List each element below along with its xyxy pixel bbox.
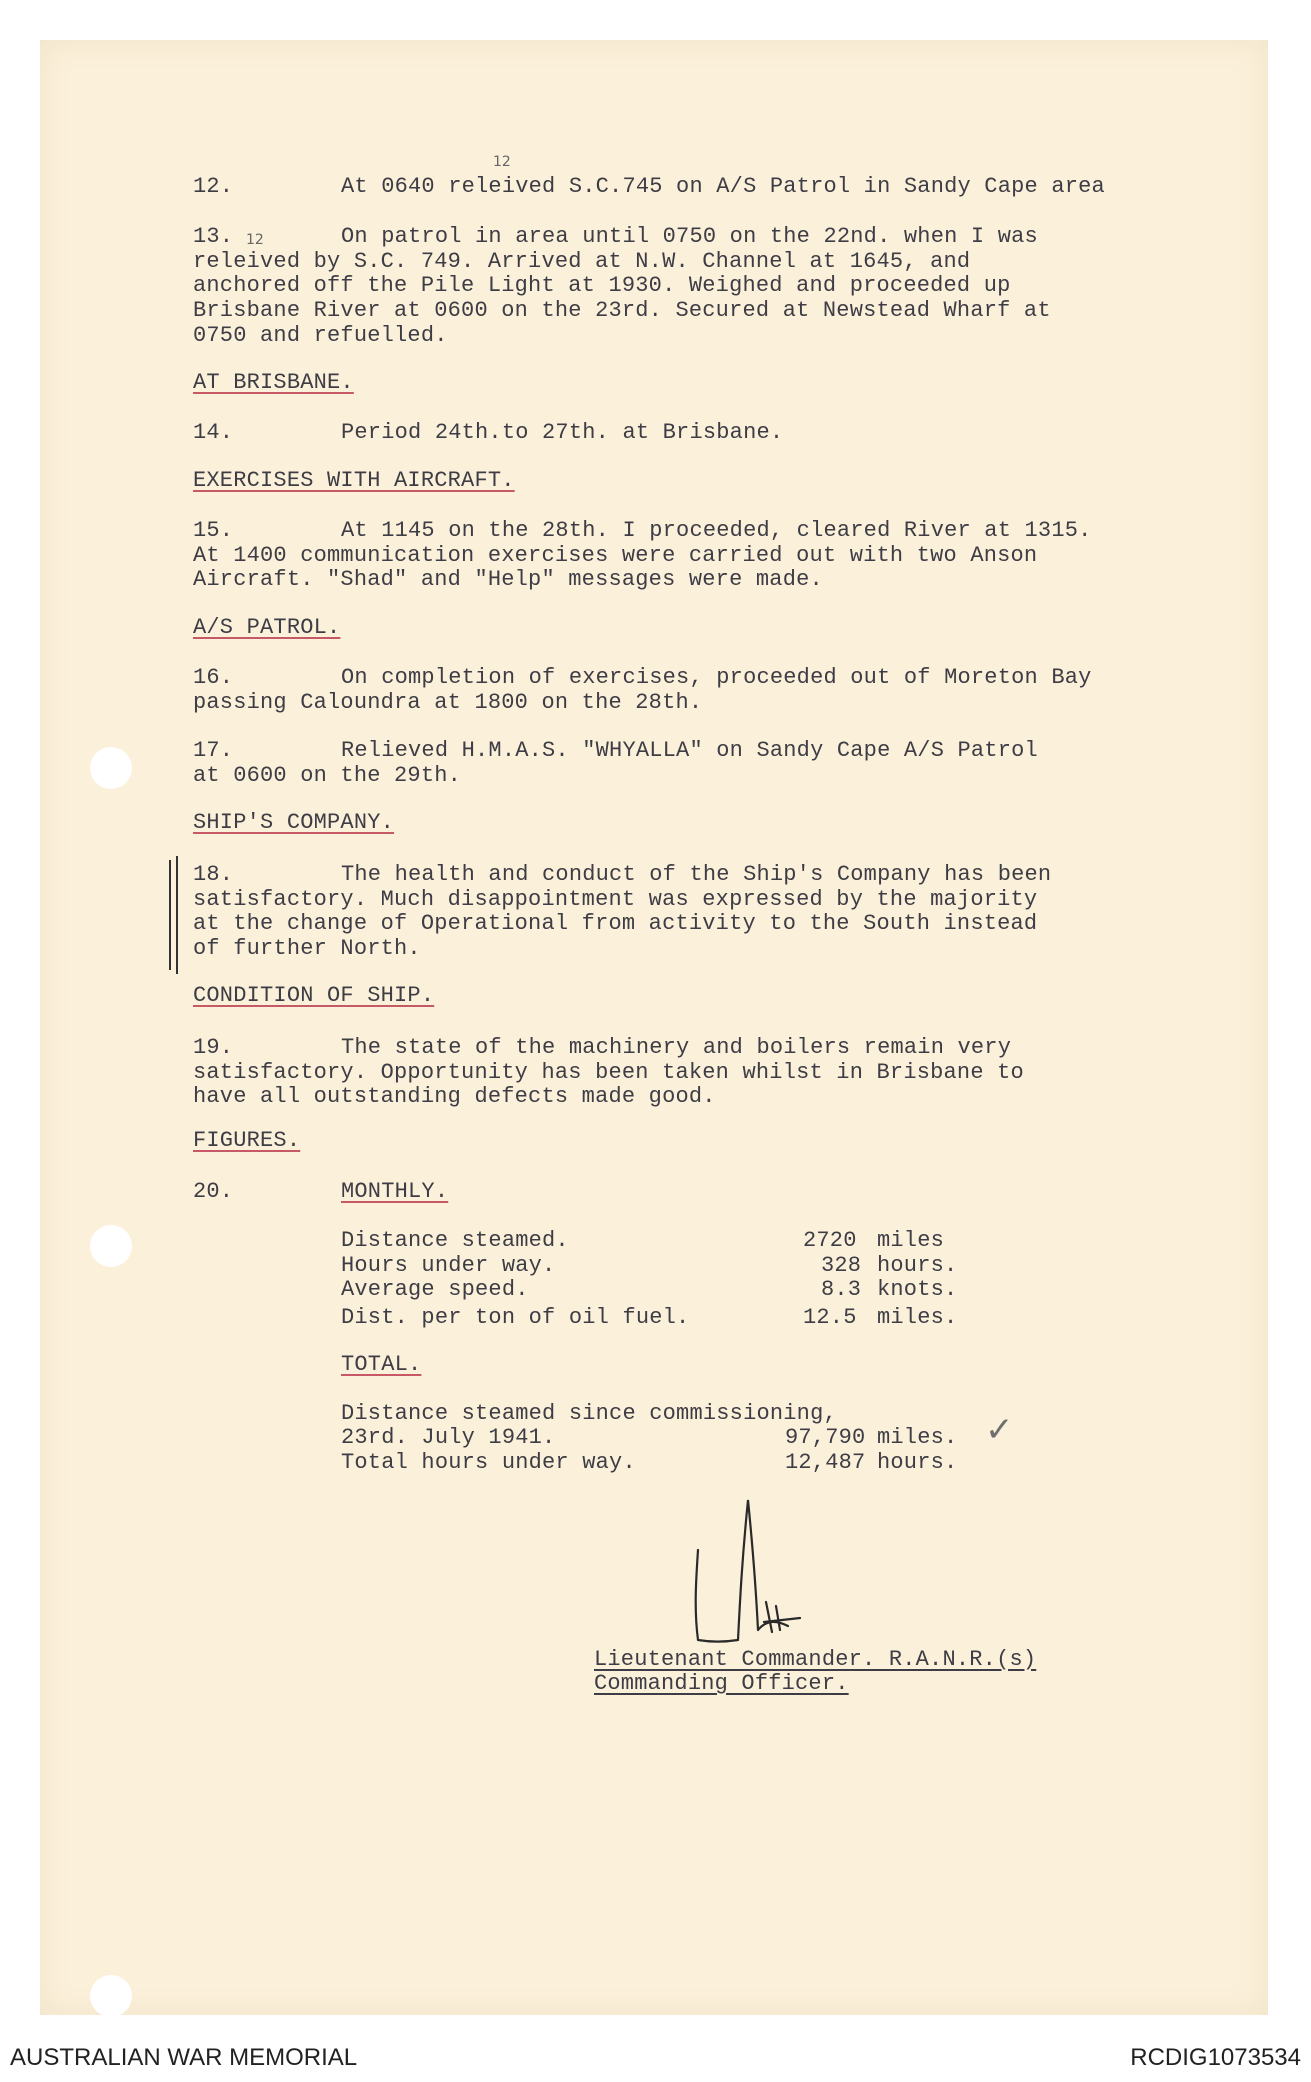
para-number: 12. — [193, 174, 234, 199]
signature-icon — [680, 1480, 820, 1670]
section-heading: AT BRISBANE. — [193, 370, 354, 395]
figure-label: Total hours under way. — [341, 1450, 636, 1475]
section-heading: EXERCISES WITH AIRCRAFT. — [193, 468, 515, 493]
signature-rank: Lieutenant Commander. R.A.N.R.(s) — [594, 1647, 1037, 1672]
punch-hole — [90, 747, 132, 789]
subheading-monthly: MONTHLY. — [341, 1179, 449, 1204]
figure-label: Distance steamed since commissioning, — [341, 1401, 837, 1426]
figure-unit: miles. — [877, 1425, 958, 1450]
margin-mark — [169, 860, 171, 970]
para-text: Aircraft. "Shad" and "Help" messages were made. — [193, 567, 823, 592]
signature-role: Commanding Officer. — [594, 1671, 849, 1696]
para-number: 19. — [193, 1035, 234, 1060]
para-number: 17. — [193, 738, 234, 763]
para-number: 18. — [193, 862, 234, 887]
section-heading: A/S PATROL. — [193, 615, 341, 640]
para-text: at the change of Operational from activity to the South instead — [193, 911, 1038, 936]
para-number: 14. — [193, 420, 234, 445]
figure-value: 8.3 — [821, 1277, 862, 1302]
section-heading: SHIP'S COMPANY. — [193, 810, 395, 835]
figure-value: 2720 — [803, 1228, 857, 1253]
para-text: Relieved H.M.A.S. "WHYALLA" on Sandy Cape A/S Patrol — [341, 738, 1038, 763]
section-heading: FIGURES. — [193, 1128, 301, 1153]
footer-record-id: RCDIG1073534 — [1130, 2044, 1301, 2071]
figure-label: Hours under way. — [341, 1253, 556, 1278]
figure-label: 23rd. July 1941. — [341, 1425, 556, 1450]
figure-unit: hours. — [877, 1450, 958, 1475]
para-text: On completion of exercises, proceeded out of Moreton Bay — [341, 665, 1092, 690]
margin-mark — [176, 856, 178, 974]
para-text: At 1400 communication exercises were carried out with two Anson — [193, 543, 1038, 568]
para-text: On patrol in area until 0750 on the 22nd. when I was — [341, 224, 1038, 249]
figure-label: Dist. per ton of oil fuel. — [341, 1305, 690, 1330]
para-text: At 1145 on the 28th. I proceeded, cleared River at 1315. — [341, 518, 1092, 543]
figure-value: 97,790 — [785, 1425, 866, 1450]
punch-hole — [90, 1975, 132, 2017]
para-text: The state of the machinery and boilers remain very — [341, 1035, 1012, 1060]
figure-value: 12,487 — [785, 1450, 866, 1475]
para-number: 16. — [193, 665, 234, 690]
para-text: anchored off the Pile Light at 1930. Weighed and proceeded up — [193, 273, 1011, 298]
figure-label: Distance steamed. — [341, 1228, 569, 1253]
para-text: Brisbane River at 0600 on the 23rd. Secured at Newstead Wharf at — [193, 298, 1051, 323]
para-text: have all outstanding defects made good. — [193, 1084, 716, 1109]
para-number: 15. — [193, 518, 234, 543]
figure-value: 12.5 — [803, 1305, 857, 1330]
para-number: 20. — [193, 1179, 234, 1204]
para-text: releived by S.C. 749. Arrived at N.W. Channel at 1645, and — [193, 249, 971, 274]
footer-institution: AUSTRALIAN WAR MEMORIAL — [10, 2044, 358, 2071]
subheading-total: TOTAL. — [341, 1352, 422, 1377]
para-text: of further North. — [193, 936, 421, 961]
figure-label: Average speed. — [341, 1277, 529, 1302]
figure-unit: miles — [877, 1228, 945, 1253]
section-heading: CONDITION OF SHIP. — [193, 983, 435, 1008]
check-mark: ✓ — [985, 1410, 1014, 1450]
para-text: satisfactory. Much disappointment was expressed by the majority — [193, 887, 1038, 912]
para-text: 0750 and refuelled. — [193, 323, 448, 348]
pencil-annotation: 12 — [493, 154, 511, 170]
para-text: The health and conduct of the Ship's Company has been — [341, 862, 1052, 887]
para-text: At 0640 releived S.C.745 on A/S Patrol in Sandy Cape area — [341, 174, 1105, 199]
para-text: satisfactory. Opportunity has been taken whilst in Brisbane to — [193, 1060, 1024, 1085]
pencil-annotation: 12 — [246, 232, 264, 248]
figure-unit: hours. — [877, 1253, 958, 1278]
para-text: Period 24th.to 27th. at Brisbane. — [341, 420, 784, 445]
figure-unit: miles. — [877, 1305, 958, 1330]
figure-unit: knots. — [877, 1277, 958, 1302]
para-number: 13. — [193, 224, 234, 249]
punch-hole — [90, 1225, 132, 1267]
figure-value: 328 — [821, 1253, 862, 1278]
para-text: passing Caloundra at 1800 on the 28th. — [193, 690, 703, 715]
para-text: at 0600 on the 29th. — [193, 763, 462, 788]
